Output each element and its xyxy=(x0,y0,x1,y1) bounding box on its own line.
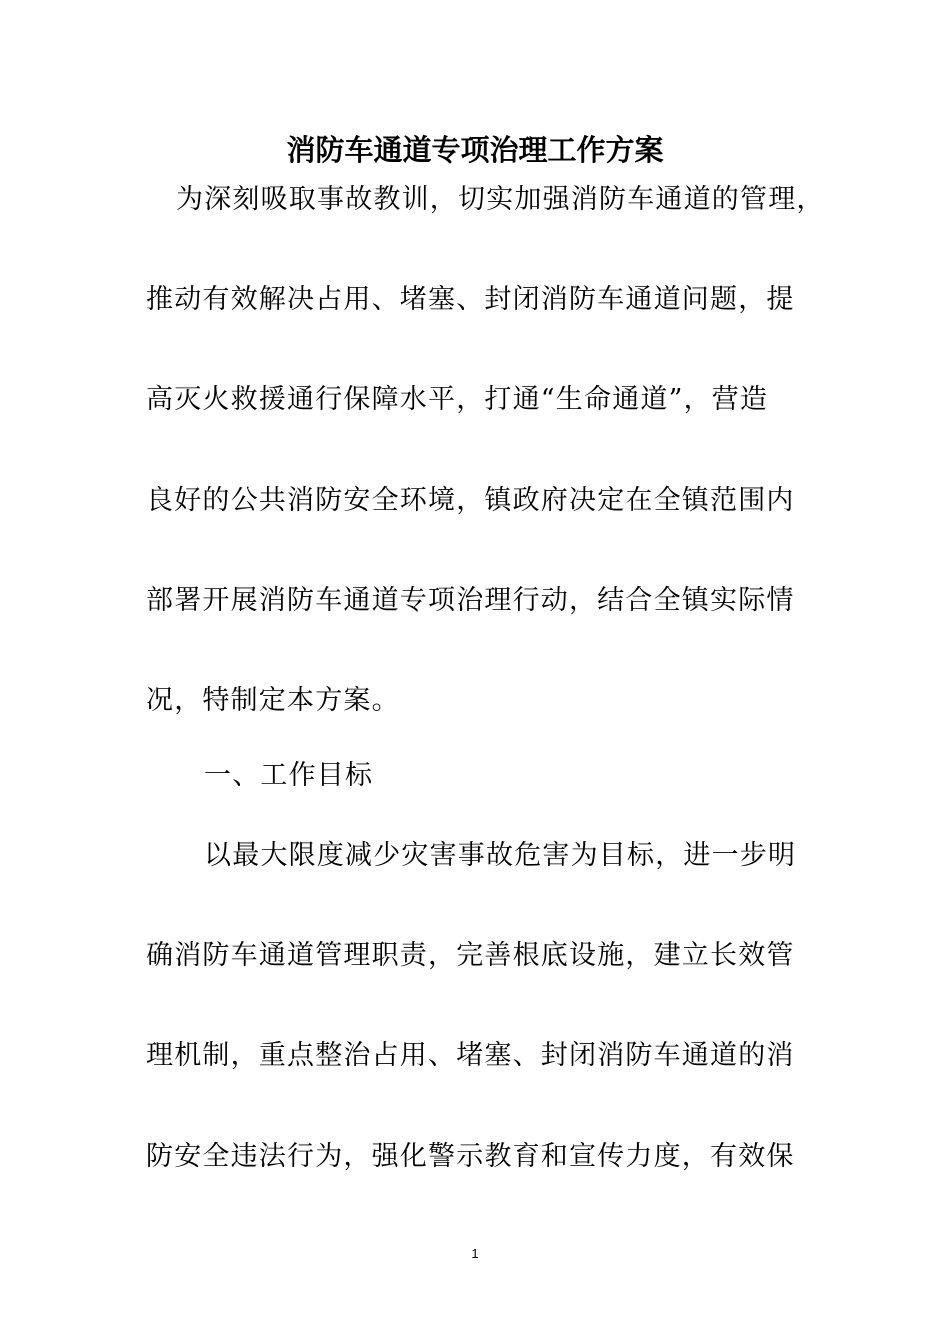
section-heading: 一、工作目标 xyxy=(204,760,374,791)
paragraph-line: 为深刻吸取事故教训，切实加强消防车通道的管理， xyxy=(176,184,825,215)
paragraph-line: 良好的公共消防安全环境，镇政府决定在全镇范围内 xyxy=(146,485,795,516)
paragraph-line: 部署开展消防车通道专项治理行动，结合全镇实际情 xyxy=(146,585,795,616)
paragraph-line: 推动有效解决占用、堵塞、封闭消防车通道问题，提 xyxy=(146,284,795,315)
paragraph-line: 确消防车通道管理职责，完善根底设施，建立长效管 xyxy=(146,940,795,971)
paragraph-line: 以最大限度减少灾害事故危害为目标，进一步明 xyxy=(204,840,797,871)
document-title: 消防车通道专项治理工作方案 xyxy=(286,133,664,167)
paragraph-line: 况，特制定本方案。 xyxy=(146,685,400,716)
paragraph-line: 防安全违法行为，强化警示教育和宣传力度，有效保 xyxy=(146,1141,795,1172)
paragraph-line: 理机制，重点整治占用、堵塞、封闭消防车通道的消 xyxy=(146,1040,795,1071)
page-number: 1 xyxy=(471,1246,479,1261)
paragraph-line: 高灭火救援通行保障水平，打通“生命通道”，营造 xyxy=(146,384,769,415)
